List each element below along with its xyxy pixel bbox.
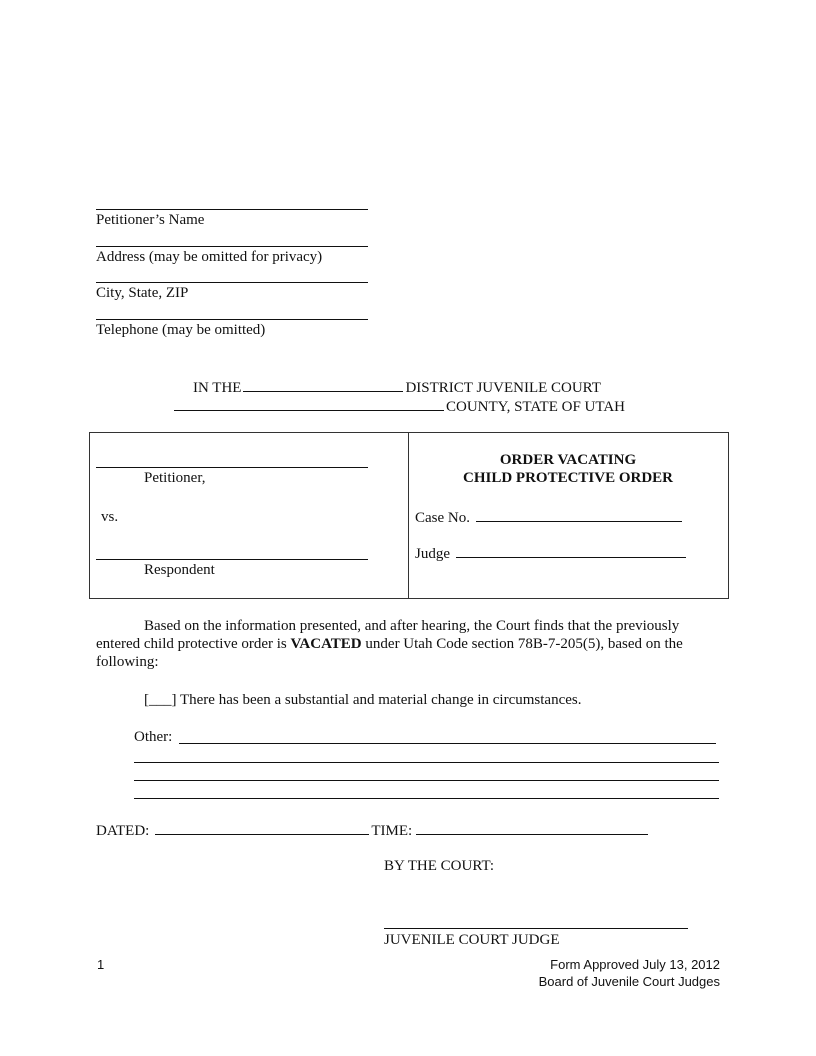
city-state-zip-label: City, State, ZIP bbox=[96, 285, 189, 301]
findings-text-2: under Utah Code section 78B-7-205(5), based on the following: bbox=[96, 636, 683, 670]
other-line-4[interactable] bbox=[134, 798, 719, 799]
judge-row bbox=[415, 543, 688, 563]
page-number: 1 bbox=[97, 957, 105, 972]
petitioner-name-line[interactable] bbox=[96, 209, 368, 210]
city-state-zip-line[interactable] bbox=[96, 282, 368, 283]
court-header-line2 bbox=[172, 396, 625, 416]
case-number-row bbox=[415, 507, 684, 527]
order-title-line2: CHILD PROTECTIVE ORDER bbox=[462, 470, 674, 486]
petitioner-name-label: Petitioner’s Name bbox=[96, 212, 205, 228]
address-label: Address (may be omitted for privacy) bbox=[96, 249, 323, 265]
telephone-label: Telephone (may be omitted) bbox=[96, 322, 266, 338]
caption-vs-label: vs. bbox=[101, 509, 119, 525]
judge-signature-line[interactable] bbox=[384, 928, 688, 929]
in-the-label: IN THE bbox=[193, 380, 242, 396]
respondent-caption-line[interactable] bbox=[96, 559, 368, 560]
court-header-line1 bbox=[193, 377, 601, 397]
address-line[interactable] bbox=[96, 246, 368, 247]
findings-paragraph bbox=[96, 617, 722, 671]
dated-label: DATED: bbox=[96, 823, 150, 839]
vacated-term: VACATED bbox=[290, 636, 362, 652]
dated-blank[interactable] bbox=[155, 820, 369, 835]
order-title-line1: ORDER VACATING bbox=[499, 452, 637, 468]
board-of-judges: Board of Juvenile Court Judges bbox=[538, 974, 720, 989]
case-number-blank[interactable] bbox=[476, 507, 682, 522]
other-line-2[interactable] bbox=[134, 762, 719, 763]
change-circumstances-item bbox=[144, 691, 581, 709]
change-circumstances-text: There has been a substantial and material change in circumstances. bbox=[179, 692, 582, 708]
county-state-label: COUNTY, STATE OF UTAH bbox=[446, 399, 625, 415]
district-blank[interactable] bbox=[243, 377, 403, 392]
form-approved-date: Form Approved July 13, 2012 bbox=[550, 957, 720, 972]
judge-name-blank[interactable] bbox=[456, 543, 686, 558]
telephone-line[interactable] bbox=[96, 319, 368, 320]
other-line-3[interactable] bbox=[134, 780, 719, 781]
findings-text-1: Based on the information presented, and after hearing, the Court finds that the previously entered child protective order is bbox=[96, 618, 680, 652]
by-the-court-label: BY THE COURT: bbox=[384, 858, 495, 874]
juvenile-court-judge-label: JUVENILE COURT JUDGE bbox=[384, 932, 560, 948]
time-label: TIME: bbox=[371, 823, 413, 839]
other-label: Other: bbox=[134, 729, 173, 745]
petitioner-caption-line[interactable] bbox=[96, 467, 368, 468]
caption-respondent-label: Respondent bbox=[144, 562, 215, 578]
caption-petitioner-label: Petitioner, bbox=[144, 470, 206, 486]
other-line-1[interactable] bbox=[179, 743, 716, 744]
county-blank[interactable] bbox=[174, 396, 444, 411]
judge-label: Judge bbox=[415, 546, 450, 562]
change-circumstances-checkbox[interactable]: [___] bbox=[144, 692, 177, 708]
time-blank[interactable] bbox=[416, 820, 648, 835]
case-number-label: Case No. bbox=[415, 510, 470, 526]
court-type-label: DISTRICT JUVENILE COURT bbox=[405, 380, 601, 396]
dated-time-row bbox=[96, 820, 650, 840]
